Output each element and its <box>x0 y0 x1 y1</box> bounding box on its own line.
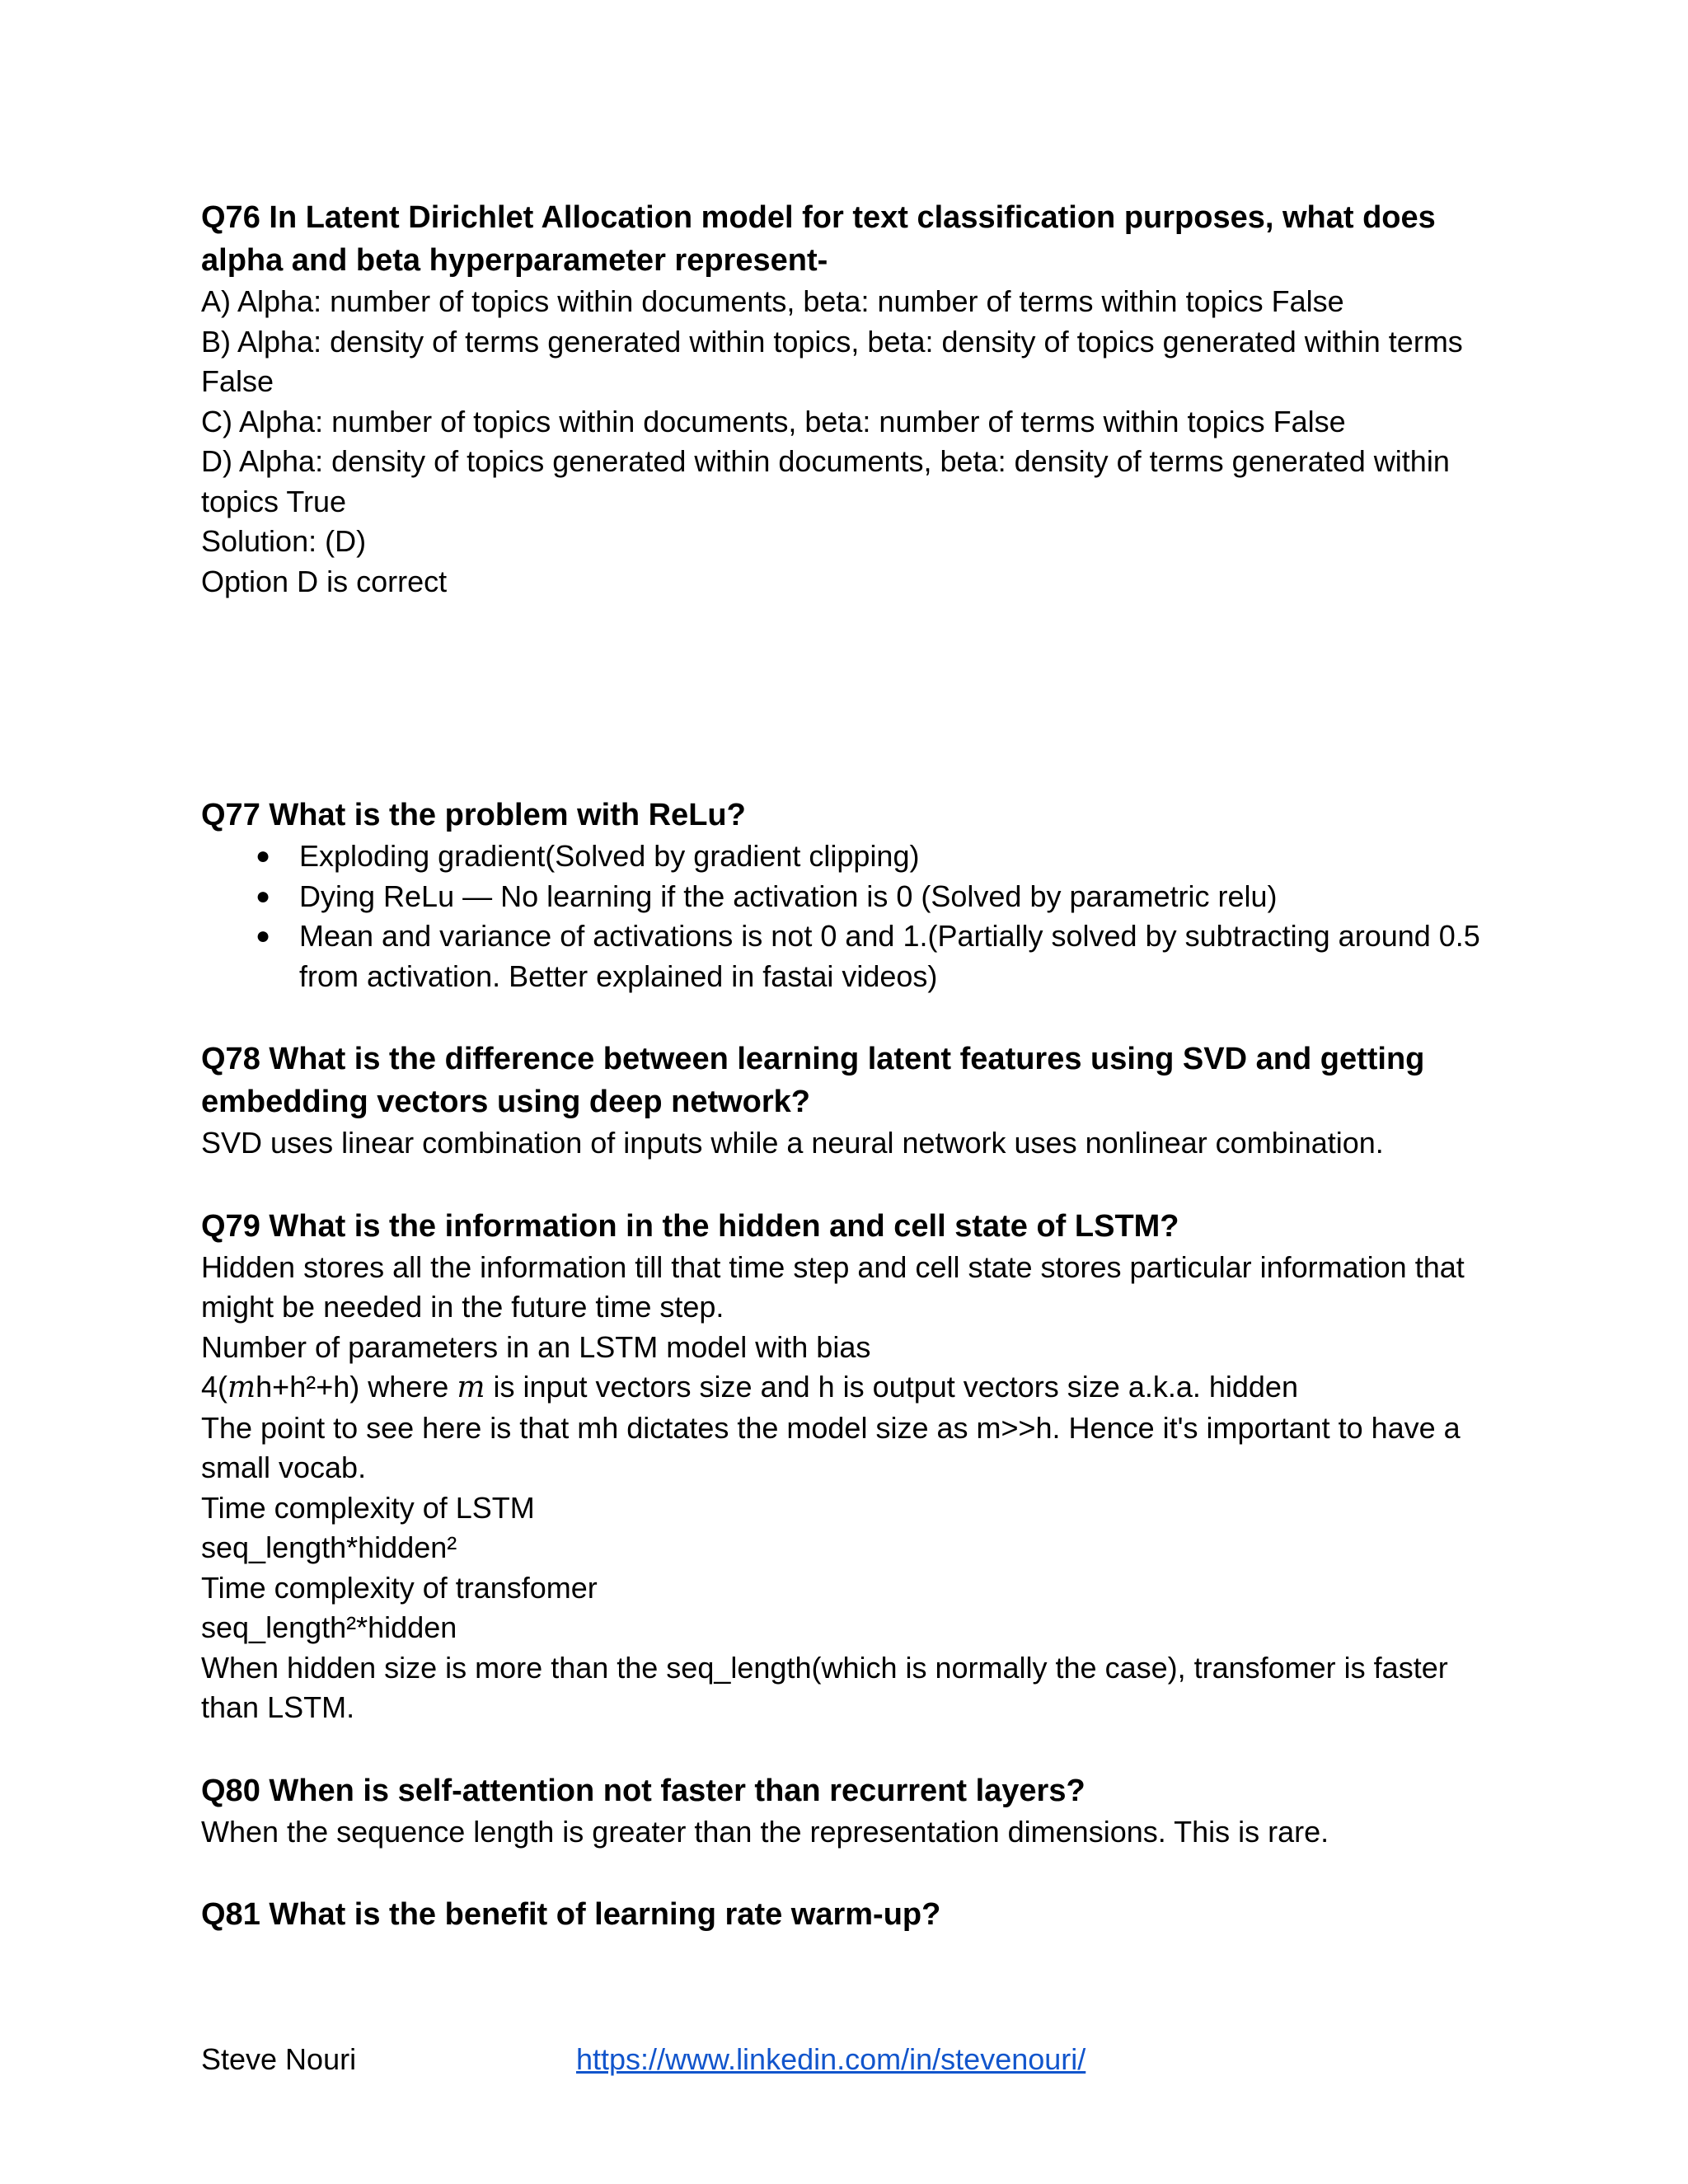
answer-line: might be needed in the future time step. <box>201 1290 724 1324</box>
question-q80 <box>201 1769 1503 1853</box>
bullet-icon: ● <box>256 922 271 949</box>
question-title-line: Q76 In Latent Dirichlet Allocation model for text classification purposes, what does <box>201 200 1436 235</box>
document-content <box>201 196 1503 1936</box>
footer-linkedin-link[interactable]: https://www.linkedin.com/in/stevenouri/ <box>576 2042 1086 2076</box>
question-title: Q79 What is the information in the hidden and cell state of LSTM? <box>201 1208 1179 1244</box>
spacer <box>201 1728 1503 1769</box>
footer-author: Steve Nouri <box>201 2042 357 2076</box>
list-item-text: Dying ReLu — No learning if the activation is 0 (Solved by parametric relu) <box>299 879 1278 913</box>
answer-option-b-cont: False <box>201 364 274 398</box>
bullet-list <box>201 837 1503 996</box>
spacer <box>201 1852 1503 1893</box>
math-variable: m <box>227 1371 256 1404</box>
question-q81 <box>201 1893 1503 1936</box>
answer-line: seq_length²*hidden <box>201 1610 457 1644</box>
answer-option-d: D) Alpha: density of topics generated within documents, beta: density of terms generated within <box>201 444 1450 478</box>
formula-text: 4( <box>201 1370 228 1404</box>
answer-option-c: C) Alpha: number of topics within documents, beta: number of terms within topics False <box>201 404 1346 438</box>
math-variable: m <box>457 1371 485 1404</box>
bullet-icon: ● <box>256 842 271 869</box>
list-item <box>201 837 1503 877</box>
solution-text: Solution: (D) <box>201 524 367 558</box>
answer-text: SVD uses linear combination of inputs while a neural network uses nonlinear combination. <box>201 1126 1384 1160</box>
answer-line: Number of parameters in an LSTM model with bias <box>201 1329 871 1364</box>
answer-text: When the sequence length is greater than the representation dimensions. This is rare. <box>201 1814 1329 1849</box>
list-item <box>201 877 1503 917</box>
bullet-icon: ● <box>256 882 271 910</box>
answer-line: Time complexity of transfomer <box>201 1570 598 1605</box>
answer-option-b: B) Alpha: density of terms generated within topics, beta: density of topics generated within terms <box>201 324 1463 359</box>
question-title: Q81 What is the benefit of learning rate warm-up? <box>201 1897 941 1932</box>
question-title: Q77 What is the problem with ReLu? <box>201 798 746 832</box>
question-title-line: alpha and beta hyperparameter represent- <box>201 243 828 278</box>
answer-line: Hidden stores all the information till that time step and cell state stores particular information that <box>201 1249 1465 1284</box>
list-item <box>201 916 1503 996</box>
spacer <box>201 996 1503 1038</box>
answer-line: When hidden size is more than the seq_length(which is normally the case), transfomer is faster <box>201 1650 1448 1685</box>
question-q76 <box>201 196 1503 602</box>
question-title: Q80 When is self-attention not faster than recurrent layers? <box>201 1773 1085 1808</box>
answer-line: than LSTM. <box>201 1690 355 1724</box>
answer-option-d-cont: topics True <box>201 484 347 518</box>
list-item-text: Exploding gradient(Solved by gradient clipping) <box>299 839 920 873</box>
question-title-line: Q78 What is the difference between learning latent features using SVD and getting <box>201 1042 1425 1076</box>
solution-explanation: Option D is correct <box>201 564 448 598</box>
question-title-line: embedding vectors using deep network? <box>201 1085 811 1119</box>
formula-text: h+h²+h) where <box>256 1370 457 1404</box>
parameter-formula <box>201 1367 1503 1408</box>
answer-line: Time complexity of LSTM <box>201 1490 535 1525</box>
list-item-text: Mean and variance of activations is not 0 and 1.(Partially solved by subtracting around 0.5 from activation. Better explained in fastai videos) <box>299 919 1480 993</box>
answer-line: small vocab. <box>201 1451 367 1484</box>
spacer <box>201 1164 1503 1205</box>
spacer <box>201 602 1503 794</box>
answer-option-a: A) Alpha: number of topics within documents, beta: number of terms within topics False <box>201 284 1344 318</box>
question-q78 <box>201 1038 1503 1164</box>
question-title <box>201 1038 1503 1123</box>
formula-text: is input vectors size and h is output vectors size a.k.a. hidden <box>485 1370 1298 1404</box>
answer-line: The point to see here is that mh dictates the model size as m>>h. Hence it's important to have a <box>201 1410 1461 1445</box>
question-q77 <box>201 794 1503 996</box>
question-title <box>201 196 1503 282</box>
question-q79 <box>201 1205 1503 1728</box>
answer-line: seq_length*hidden² <box>201 1530 457 1564</box>
